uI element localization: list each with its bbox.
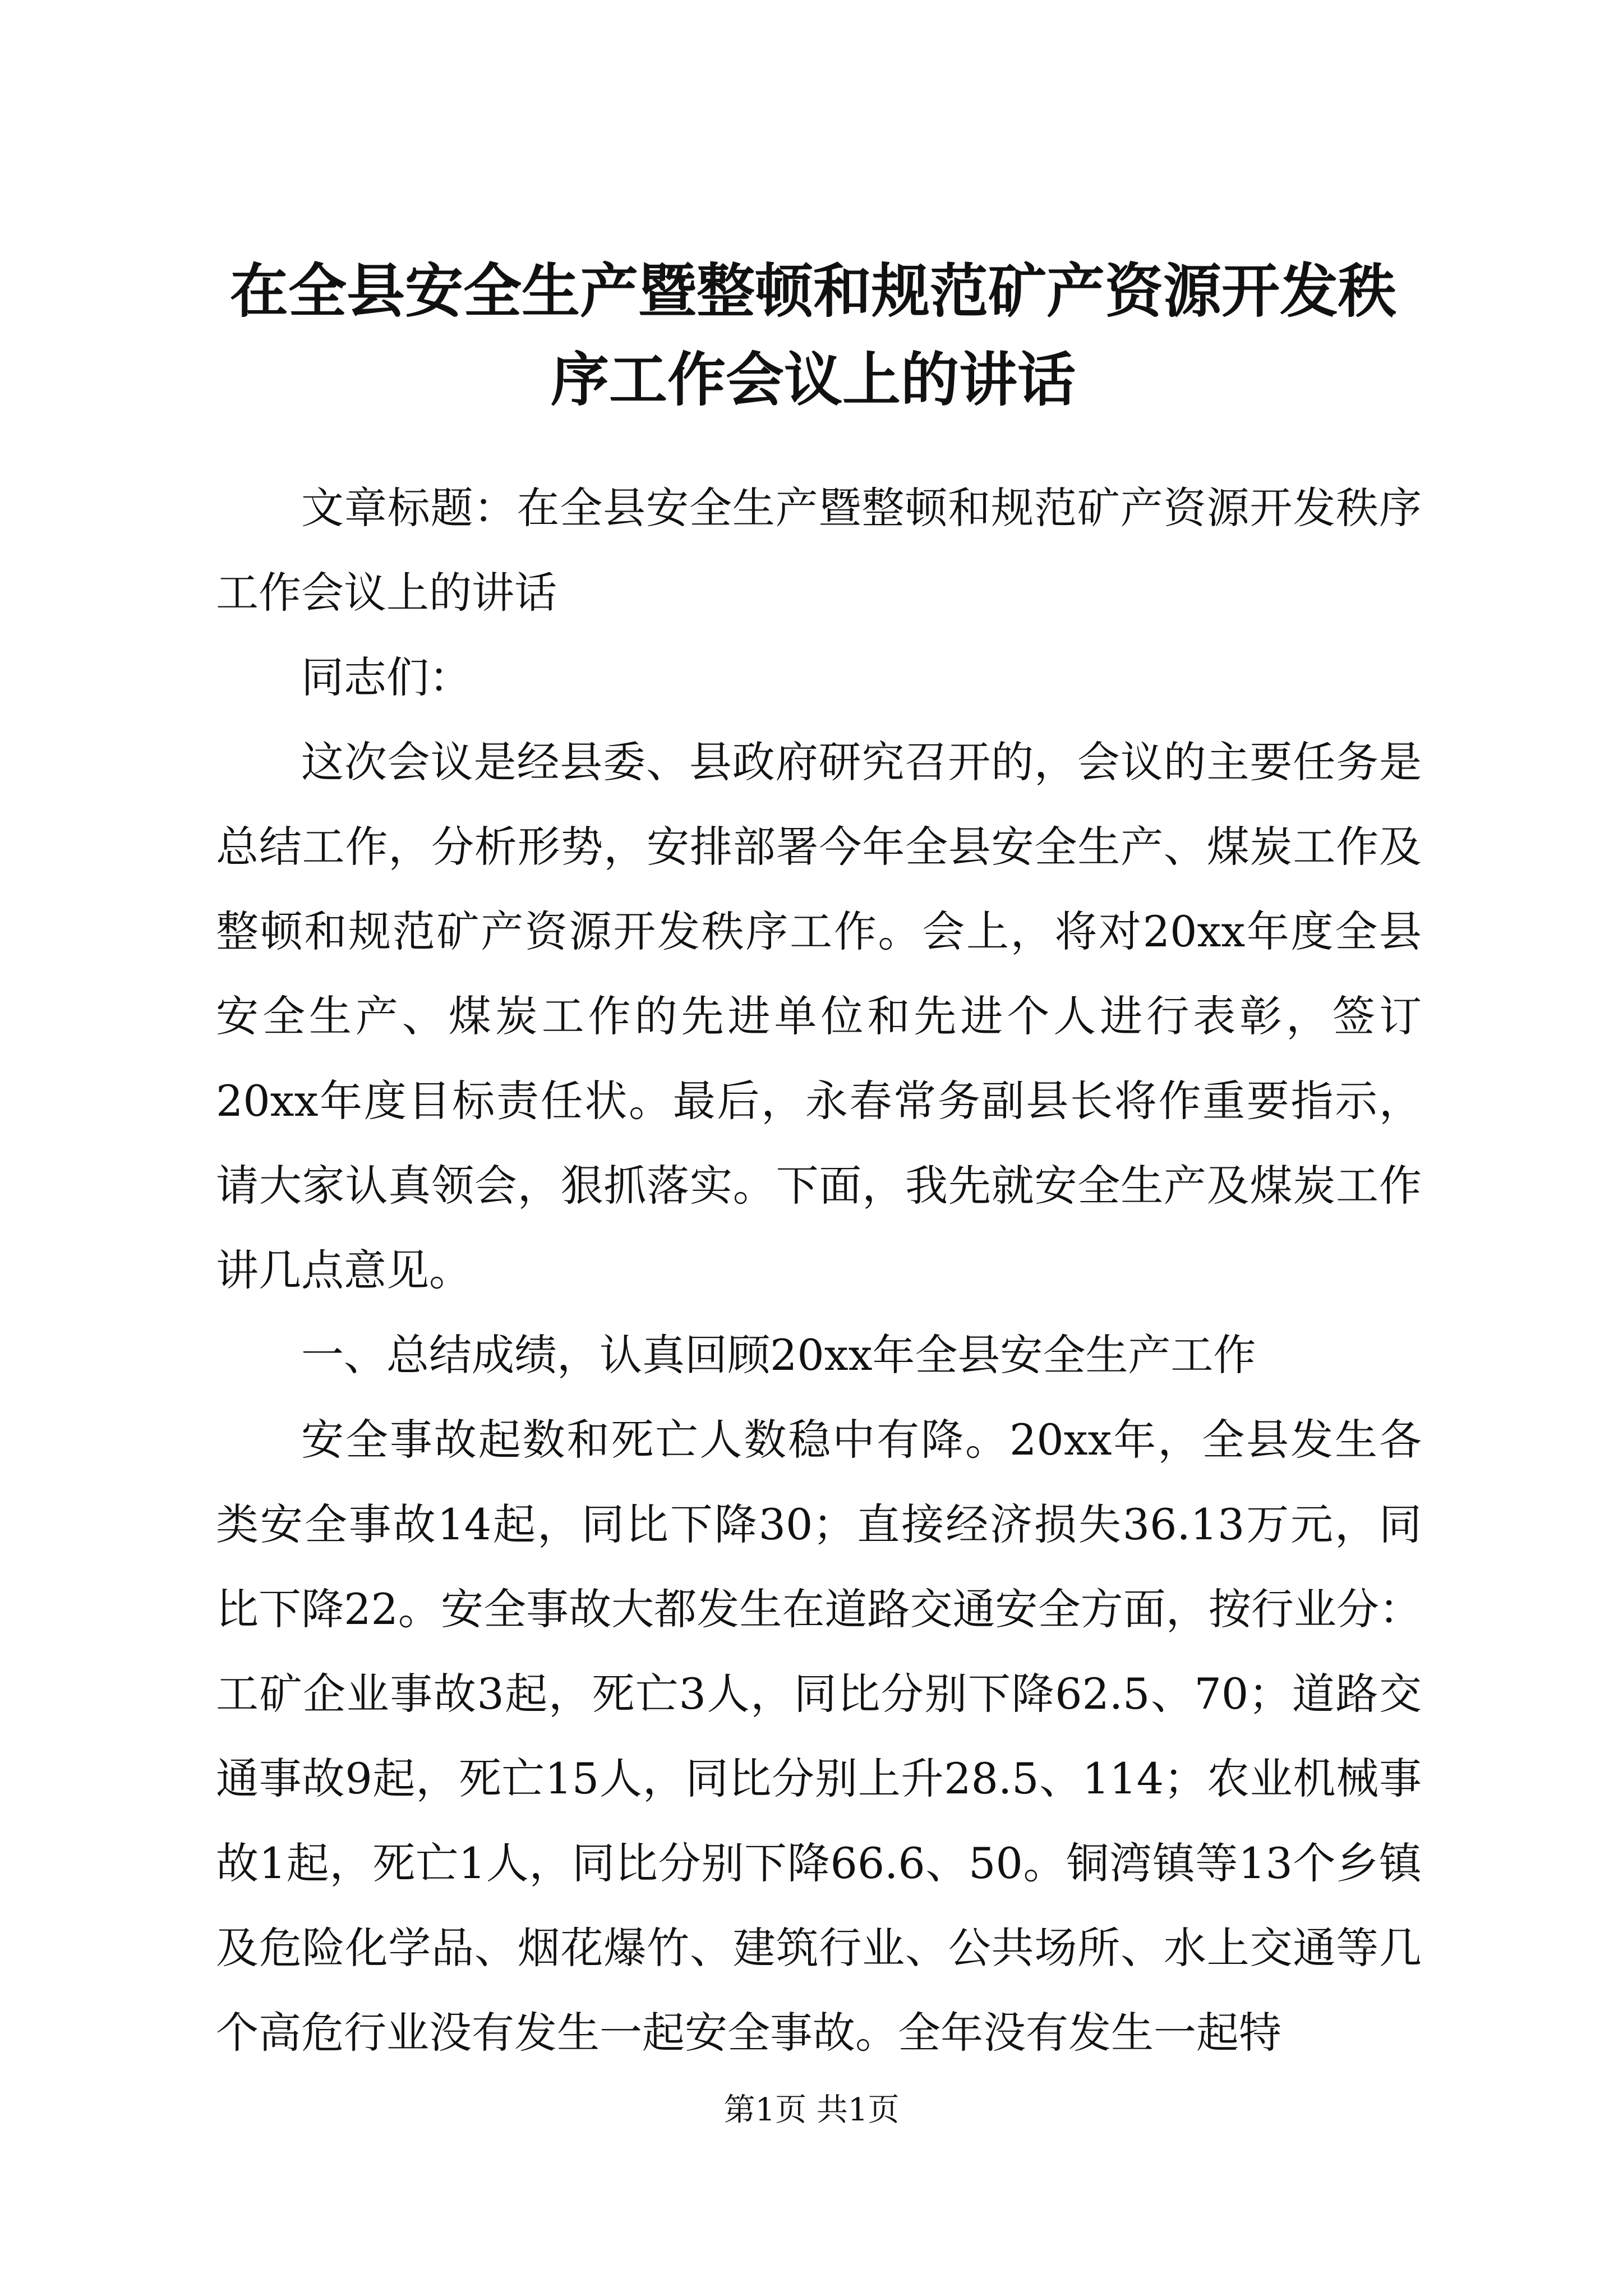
- document-body: [216, 466, 1422, 2075]
- document-title: 在全县安全生产暨整顿和规范矿产资源开发秩序工作会议上的讲话: [229, 256, 1396, 414]
- accident-statistics-paragraph: 安全事故起数和死亡人数稳中有降。20xx年，全县发生各类安全事故14起，同比下降30；直接经济损失36.13万元，同比下降22。安全事故大都发生在道路交通安全方面，按行业分：工矿企业事故3起，死亡3人，同比分别下降62.5、70；道路交通事故9起，死亡15人，同比分别上升28.5、114；农业机械事故1起，死亡1人，同比分别下降66.6、50。铜湾镇等13个乡镇及危险化学品、烟花爆竹、建筑行业、公共场所、水上交通等几个高危行业没有发生一起安全事故。全年没有发生一起特: [216, 1415, 1422, 2058]
- article-title-line: 文章标题：在全县安全生产暨整顿和规范矿产资源开发秩序工作会议上的讲话: [216, 483, 1422, 618]
- intro-paragraph: 这次会议是经县委、县政府研究召开的，会议的主要任务是总结工作，分析形势，安排部署今年全县安全生产、煤炭工作及整顿和规范矿产资源开发秩序工作。会上，将对20xx年度全县安全生产、煤炭工作的先进单位和先进个人进行表彰，签订20xx年度目标责任状。最后，永春常务副县长将作重要指示，请大家认真领会，狠抓落实。下面，我先就安全生产及煤炭工作讲几点意见。: [216, 737, 1422, 1295]
- salutation: 同志们：: [301, 652, 472, 702]
- section-heading: 一、总结成绩，认真回顾20xx年全县安全生产工作: [301, 1330, 1256, 1380]
- page-footer: 第1页 共1页: [723, 2092, 900, 2128]
